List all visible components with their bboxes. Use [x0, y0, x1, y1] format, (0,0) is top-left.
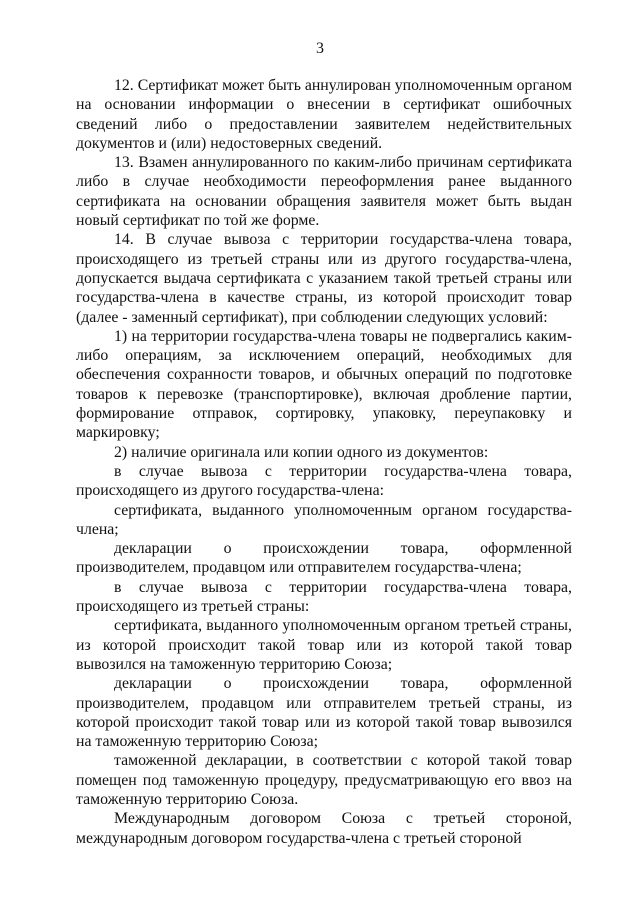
document-body — [76, 76, 572, 848]
paragraph-13: 13. Взамен аннулированного по каким-либо причинам сертификата либо в случае необходимости переоформления ранее выданного сертификата на основании обращения заявителя может быть выдан новый сертификат по той же форме. — [76, 154, 572, 230]
item-customs-declaration: таможенной декларации, в соответствии с которой такой товар помещен под таможенную процедуру, предусматривающую его ввоз на таможенную территорию Союза. — [76, 752, 572, 808]
paragraph-14: 14. В случае вывоза с территории государства-члена товара, происходящего из третьей страны или из другого государства-члена, допускается выдача сертификата с указанием такой третьей страны или государства-члена в качестве страны, из которой происходит товар (далее - заменный сертификат), при соблюдении следующих условий: — [76, 231, 572, 326]
item-member-certificate: сертификата, выданного уполномоченным органом государства-члена; — [76, 501, 572, 538]
paragraph-12: 12. Сертификат может быть аннулирован уполномоченным органом на основании информации о внесении в сертификат ошибочных сведений либо о предоставлении заявителем недействительных документов и (или) недостоверных сведений. — [76, 77, 572, 152]
case-third-country: в случае вывоза с территории государства-члена товара, происходящего из третьей страны: — [76, 578, 572, 616]
item-third-country-declaration: декларации о происхождении товара, оформленной производителем, продавцом или отправителем третьей страны, из которой происходит такой товар или из которой такой товар вывозился на таможенную территорию Союза; — [76, 675, 572, 751]
item-third-country-certificate: сертификата, выданного уполномоченным органом третьей страны, из которой происходит такой товар или из которой такой товар вывозился на таможенную территорию Союза; — [76, 617, 572, 673]
page-number: 3 — [316, 40, 324, 57]
condition-2: 2) наличие оригинала или копии одного из документов: — [114, 443, 489, 461]
paragraph-international-treaty: Международным договором Союза с третьей стороной, международным договором государства-члена с третьей стороной — [76, 810, 572, 847]
case-other-member-state: в случае вывоза с территории государства-члена товара, происходящего из другого государства-члена: — [76, 462, 572, 500]
condition-1: 1) на территории государства-члена товары не подвергались каким-либо операциям, за исключением операций, необходимых для обеспечения сохранности товаров, и обычных операций по подготовке товаров к перевозке (транспортировке), включая дробление партии, формирование отправок, сортировку, упаковку, переупаковку и маркировку; — [76, 327, 572, 442]
item-member-declaration: декларации о происхождении товара, оформленной производителем, продавцом или отправителем государства-члена; — [76, 540, 572, 577]
